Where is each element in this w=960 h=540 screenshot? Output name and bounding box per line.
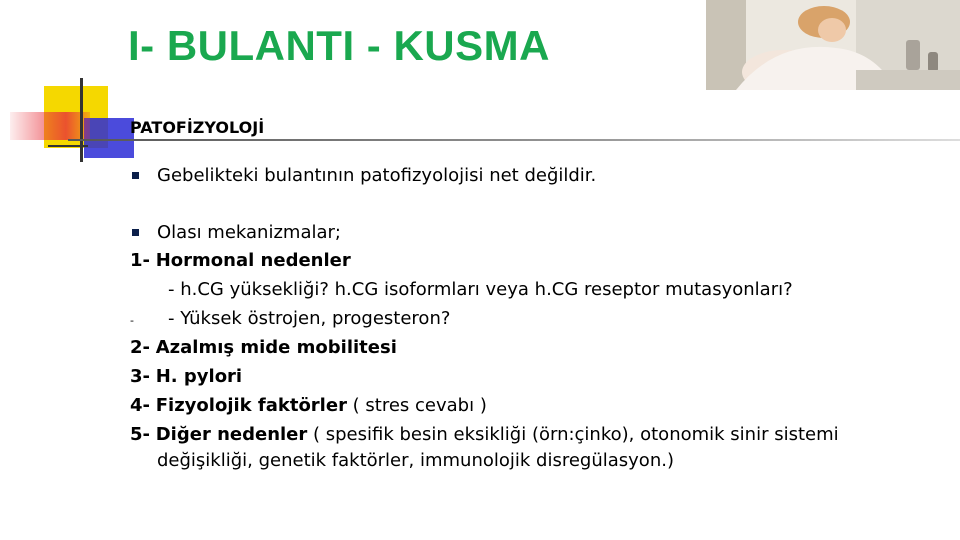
bullet-square-icon — [132, 229, 139, 236]
item-number: 3- — [130, 366, 150, 387]
section-heading: PATOFİZYOLOJİ — [130, 118, 265, 137]
item-heading: Hormonal nedenler — [155, 250, 351, 271]
heading-divider — [68, 139, 960, 141]
bullet-text-1: Gebelikteki bulantının patofizyolojisi net değildir. — [157, 165, 597, 186]
corner-vertical-line — [80, 78, 83, 162]
item-number: 1- — [130, 250, 150, 271]
item-heading: H. pylori — [155, 366, 243, 387]
item-heading: Fizyolojik faktörler — [155, 395, 347, 416]
list-item-2 — [130, 337, 397, 359]
bullet-square-icon — [132, 172, 139, 179]
photo-illustration-icon — [706, 0, 960, 90]
corner-red-bar — [10, 112, 90, 140]
item-heading: Azalmış mide mobilitesi — [155, 337, 397, 358]
pregnant-woman-photo — [706, 0, 960, 90]
item-number: 5- — [130, 424, 150, 445]
corner-horizontal-line — [48, 145, 88, 147]
list-item-1-sub-1: - h.CG yüksekliği? h.CG isoformları veya h.CG reseptor mutasyonları? — [168, 279, 793, 300]
slide-title: I- BULANTI - KUSMA — [128, 22, 550, 69]
item-detail: ( stres cevabı ) — [346, 395, 487, 416]
bullet-text-2: Olası mekanizmalar; — [157, 222, 341, 243]
list-item-1-sub-2-dash: - — [130, 314, 134, 327]
item-heading: Diğer nedenler — [155, 424, 308, 445]
list-item-5-continuation: değişikliği, genetik faktörler, immunolojik disregülasyon.) — [157, 450, 674, 471]
list-item-5 — [130, 424, 839, 446]
corner-blue-square — [84, 118, 134, 158]
item-number: 2- — [130, 337, 150, 358]
item-detail: ( spesifik besin eksikliği (örn:çinko), otonomik sinir sistemi — [307, 424, 839, 445]
list-item-1 — [130, 250, 351, 272]
list-item-1-sub-2: - Yüksek östrojen, progesteron? — [168, 308, 451, 329]
list-item-4 — [130, 395, 487, 417]
item-number: 4- — [130, 395, 150, 416]
list-item-3 — [130, 366, 242, 388]
